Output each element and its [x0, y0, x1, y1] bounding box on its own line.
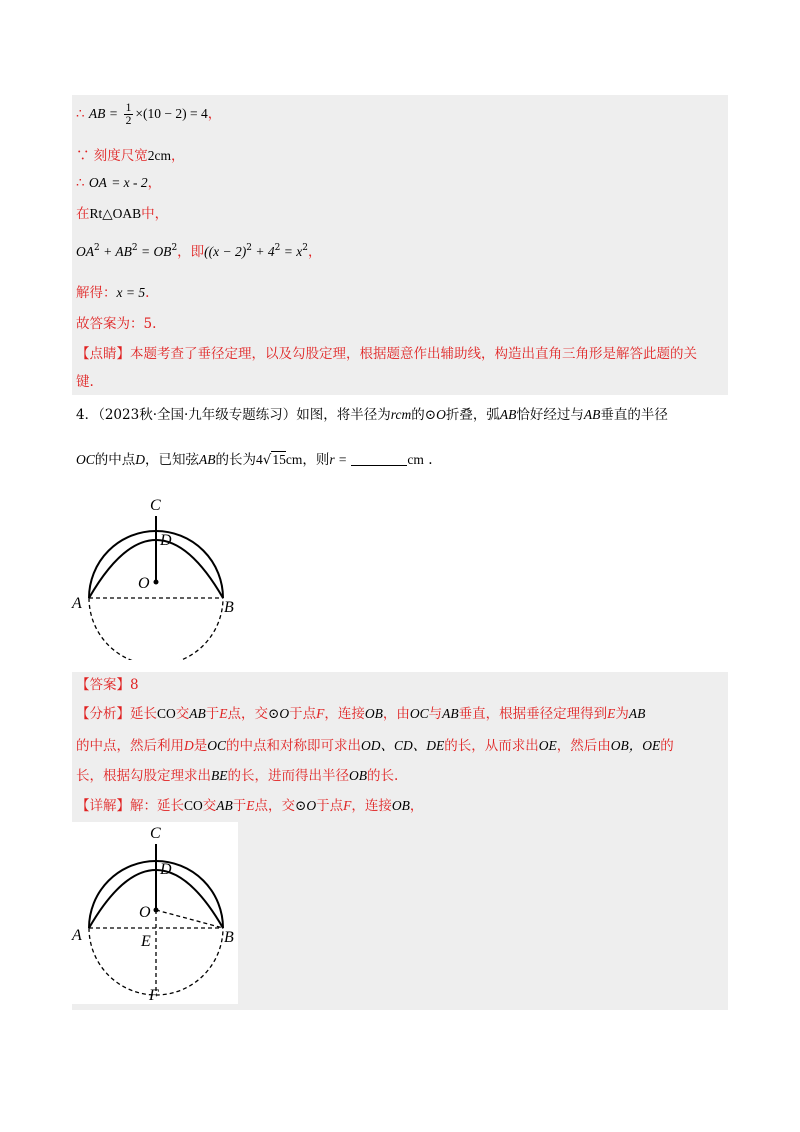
solution-line-ab: ∴ AB = $\frac{1}{2}$ ×(10 − 2) = 4， — [76, 102, 222, 127]
figure-2-construction — [60, 822, 250, 1004]
label-o: O — [138, 575, 150, 592]
label-f: F — [149, 987, 159, 1004]
center-point-o — [154, 580, 159, 585]
label-c: C — [150, 497, 161, 514]
solution-line-comment-end: 键. — [76, 374, 94, 390]
solution-line-solve: 解得：x = 5. — [76, 285, 150, 301]
analysis-line-2: 的中点，然后利用D是OC的中点和对称即可求出OD、CD、DE的长，从而求出OE，然后由OB，OE的 — [76, 738, 674, 754]
answer-blank[interactable] — [351, 451, 407, 466]
solution-line-answer: 故答案为：5. — [76, 316, 157, 332]
label-o: O — [139, 904, 151, 921]
lower-dashed-arc — [89, 598, 223, 660]
question-4-line-1: 4．（2023秋·全国·九年级专题练习）如图，将半径为rcm的⊙O折叠，弧AB恰好经过与AB垂直的半径 — [76, 407, 668, 423]
label-d: D — [160, 861, 172, 878]
detail-line: 【详解】解：延长CO交AB于E点，交⊙O于点F，连接OB， — [76, 798, 424, 814]
label-a: A — [72, 927, 82, 944]
analysis-line-1: 【分析】延长CO交AB于E点，交⊙O于点F，连接OB，由OC与AB垂直，根据垂径定理得到E为AB — [76, 706, 646, 722]
figure-1-folded-circle — [60, 490, 260, 660]
label-e: E — [141, 933, 151, 950]
analysis-line-3: 长，根据勾股定理求出BE的长，进而得出半径OB的长. — [76, 768, 399, 784]
answer-line: 【答案】8 — [76, 677, 139, 693]
label-b: B — [224, 929, 234, 946]
center-point-o — [154, 908, 159, 913]
solution-line-pythagoras: $OA^2 + AB^2 = OB^2$，即($(x - 2)^2 + 4^2 = x^2$， — [76, 243, 322, 260]
solution-line-ruler: ∵ 刻度尺宽2cm， — [76, 148, 185, 164]
solution-line-triangle: 在Rt△OAB中， — [76, 206, 169, 222]
label-c: C — [150, 825, 161, 842]
label-d: D — [160, 532, 172, 549]
fraction-one-half: $\frac{1}{2}$ — [125, 102, 132, 127]
solution-line-oa: ∴ OA = x - 2， — [76, 175, 162, 191]
label-b: B — [224, 599, 234, 616]
question-4-line-2: OC的中点D，已知弦AB的长为4√15cm，则r = cm . — [76, 452, 433, 468]
solution-line-comment: 【点睛】本题考查了垂径定理，以及勾股定理，根据题意作出辅助线，构造出直角三角形是解答此题的关 — [76, 346, 697, 362]
label-a: A — [72, 595, 82, 612]
